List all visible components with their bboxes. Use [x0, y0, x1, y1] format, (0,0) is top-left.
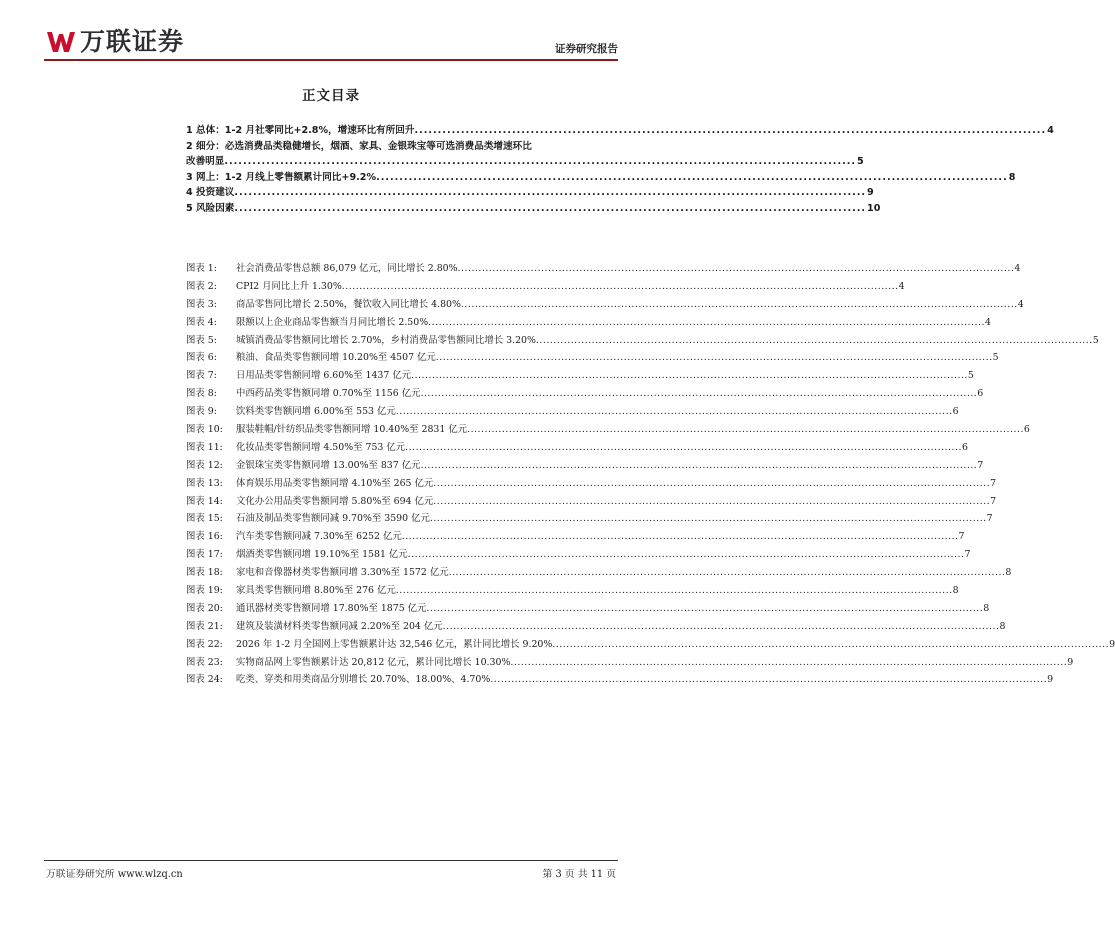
toc-section-page: 9	[867, 187, 874, 198]
toc-figure-text: 商品零售同比增长 2.50%，餐饮收入同比增长 4.80%	[236, 298, 461, 310]
toc-figure-text: 2026 年 1-2 月全国网上零售额累计达 32,546 亿元，累计同比增长 9.20%	[236, 638, 553, 650]
toc-leader-dots: ................................................................................................................................................................	[433, 477, 991, 489]
toc-figure-text: 体育娱乐用品类零售额同增 4.10%至 265 亿元	[236, 477, 434, 489]
toc-figure-page: 6	[977, 388, 984, 400]
toc-figure-page: 4	[898, 280, 905, 292]
toc-figure-page: 8	[999, 620, 1006, 632]
toc-figure-item[interactable]	[186, 439, 968, 457]
toc-leader-dots: ........................................................................................................................................	[414, 125, 1047, 136]
toc-leader-dots: ................................................................................................................................................................	[429, 513, 987, 525]
toc-figure-page: 4	[1014, 262, 1021, 274]
toc-leader-dots: ................................................................................................................................................................	[420, 459, 978, 471]
toc-figure-text: 服装鞋帽/针纺织品类零售额同增 10.40%至 2831 亿元	[236, 424, 468, 435]
toc-figure-item[interactable]	[186, 367, 974, 385]
toc-section-text: 3 网上：1-2 月线上零售额累计同比+9.2%	[186, 171, 377, 183]
toc-figure-page: 9	[1067, 656, 1074, 668]
toc-section-page: 8	[1008, 171, 1016, 183]
toc-figure-page: 5	[1092, 334, 1099, 346]
toc-figure-text: 烟酒类零售额同增 19.10%至 1581 亿元	[236, 549, 408, 561]
toc-figure-label: 图表 10:	[186, 424, 223, 435]
toc-leader-dots: ................................................................................................................................................................	[395, 585, 953, 597]
toc-figure-label: 图表 5:	[186, 334, 217, 346]
toc-figure-item[interactable]	[186, 671, 1054, 689]
toc-section-text-line1: 2 细分：必选消费品类稳健增长，烟酒、家具、金银珠宝等可选消费品类增速环比	[186, 140, 532, 152]
toc-figure-label: 图表 14:	[186, 495, 223, 507]
toc-figure-page: 5	[967, 370, 974, 382]
toc-figure-item[interactable]	[186, 296, 1024, 314]
toc-figure-label: 图表 6:	[186, 352, 217, 364]
toc-leader-dots: ................................................................................................................................................................	[433, 495, 991, 507]
page-header	[0, 0, 662, 62]
footer-institute: 万联证券研究所 www.wlzq.cn	[46, 869, 183, 880]
toc-figure-item[interactable]	[186, 564, 1012, 582]
toc-figure-text: 饮料类零售额同增 6.00%至 553 亿元	[236, 406, 396, 418]
toc-figure-label: 图表 3:	[186, 298, 217, 310]
toc-leader-dots: ................................................................................................................................................................	[341, 280, 899, 292]
toc-title: 正文目录	[302, 88, 360, 104]
toc-figure-page: 8	[1005, 567, 1012, 579]
toc-figure-text: 化妆品类零售额同增 4.50%至 753 亿元	[236, 441, 406, 453]
footer-divider	[44, 860, 618, 861]
toc-section-item[interactable]	[186, 123, 1054, 139]
toc-section-item[interactable]	[186, 139, 864, 170]
toc-figure-label: 图表 23:	[186, 656, 223, 668]
toc-section-text: 改善明显	[186, 156, 225, 167]
toc-figure-page: 9	[1047, 674, 1054, 686]
toc-figure-item[interactable]	[186, 528, 965, 546]
toc-leader-dots: ................................................................................................................................................................	[442, 620, 1000, 632]
toc-section-page: 10	[867, 202, 881, 214]
toc-figure-page: 8	[952, 585, 959, 597]
toc-leader-dots: ........................................................................................................................................	[234, 187, 867, 198]
toc-figure-label: 图表 17:	[186, 549, 223, 561]
toc-figure-page: 5	[992, 352, 999, 364]
toc-figure-text: 社会消费品零售总额 86,079 亿元，同比增长 2.80%	[236, 262, 458, 274]
brand-name: 万联证券	[80, 27, 185, 56]
brand-w-icon	[46, 29, 76, 55]
toc-section-text: 5 风险因素	[186, 202, 235, 214]
toc-leader-dots: ................................................................................................................................................................	[395, 406, 953, 418]
toc-leader-dots: ................................................................................................................................................................	[510, 656, 1068, 668]
toc-figure-label: 图表 11:	[186, 441, 223, 453]
toc-figure-item[interactable]	[186, 278, 905, 296]
toc-leader-dots: ................................................................................................................................................................	[401, 531, 959, 543]
toc-figure-text: 汽车类零售额同减 7.30%至 6252 亿元	[236, 531, 402, 543]
toc-section-text: 4 投资建议	[186, 187, 235, 198]
toc-figure-label: 图表 20:	[186, 602, 223, 614]
toc-figure-text: 吃类、穿类和用类商品分别增长 20.70%、18.00%、4.70%	[236, 674, 491, 686]
toc-leader-dots: ........................................................................................................................................	[376, 171, 1008, 183]
toc-leader-dots: ................................................................................................................................................................	[467, 424, 1024, 435]
toc-figure-label: 图表 18:	[186, 567, 223, 579]
toc-leader-dots: ................................................................................................................................................................	[435, 352, 993, 364]
section-toc-list	[186, 123, 1054, 216]
toc-figure-item[interactable]	[186, 493, 997, 511]
figure-toc-list	[186, 260, 1115, 689]
toc-figure-item[interactable]	[186, 636, 1115, 654]
toc-figure-label: 图表 24:	[186, 674, 223, 686]
footer-page-number: 第 3 页 共 11 页	[542, 869, 616, 880]
toc-figure-item[interactable]	[186, 600, 990, 618]
toc-figure-page: 7	[977, 459, 984, 471]
toc-leader-dots: ........................................................................................................................................	[234, 202, 867, 214]
toc-leader-dots: ................................................................................................................................................................	[407, 549, 965, 561]
toc-figure-text: 限额以上企业商品零售额当月同比增长 2.50%	[236, 316, 429, 328]
toc-figure-label: 图表 21:	[186, 620, 223, 632]
toc-figure-text: 城镇消费品零售额同比增长 2.70%，乡村消费品零售额同比增长 3.20%	[236, 334, 536, 346]
toc-figure-label: 图表 16:	[186, 531, 223, 543]
toc-figure-page: 6	[952, 406, 959, 418]
toc-leader-dots: ................................................................................................................................................................	[448, 567, 1006, 579]
toc-leader-dots: ................................................................................................................................................................	[552, 638, 1110, 650]
toc-figure-page: 4	[984, 316, 991, 328]
toc-figure-item[interactable]	[186, 421, 1030, 439]
toc-figure-item[interactable]	[186, 546, 971, 564]
toc-leader-dots: ................................................................................................................................................................	[490, 674, 1048, 686]
toc-figure-page: 9	[1109, 638, 1115, 650]
toc-section-item[interactable]	[186, 170, 1016, 186]
toc-section-page: 5	[857, 156, 864, 167]
toc-figure-item[interactable]	[186, 457, 984, 475]
toc-figure-text: 家电和音像器材类零售额同增 3.30%至 1572 亿元	[236, 567, 449, 579]
toc-figure-page: 6	[961, 441, 968, 453]
toc-figure-label: 图表 7:	[186, 370, 217, 382]
toc-figure-text: 粮油、食品类零售额同增 10.20%至 4507 亿元	[236, 352, 436, 364]
toc-figure-page: 7	[964, 549, 971, 561]
toc-leader-dots: ................................................................................................................................................................	[420, 388, 978, 400]
toc-figure-text: 建筑及装潢材料类零售额同减 2.20%至 204 亿元	[236, 620, 443, 632]
toc-figure-text: 实物商品网上零售额累计达 20,812 亿元，累计同比增长 10.30%	[236, 656, 511, 668]
toc-figure-item[interactable]	[186, 618, 1006, 636]
toc-figure-text: 石油及制品类零售额同减 9.70%至 3590 亿元	[236, 513, 430, 525]
toc-section-text: 1 总体：1-2 月社零同比+2.8%，增速环比有所回升	[186, 125, 415, 136]
toc-figure-item[interactable]	[186, 510, 993, 528]
toc-leader-dots: ................................................................................................................................................................	[460, 298, 1018, 310]
toc-figure-item[interactable]	[186, 349, 999, 367]
toc-figure-text: 日用品类零售额同增 6.60%至 1437 亿元	[236, 370, 412, 382]
toc-leader-dots: ................................................................................................................................................................	[535, 334, 1093, 346]
toc-section-item[interactable]	[186, 201, 881, 217]
toc-figure-label: 图表 13:	[186, 477, 223, 489]
toc-figure-text: 家具类零售额同增 8.80%至 276 亿元	[236, 585, 396, 597]
toc-figure-label: 图表 22:	[186, 638, 223, 650]
toc-leader-dots: ................................................................................................................................................................	[411, 370, 968, 382]
toc-leader-dots: ........................................................................................................................................	[224, 156, 857, 167]
toc-leader-dots: ................................................................................................................................................................	[405, 441, 962, 453]
toc-figure-item[interactable]	[186, 385, 984, 403]
header-divider	[44, 59, 618, 61]
toc-figure-label: 图表 9:	[186, 406, 217, 418]
toc-leader-dots: ................................................................................................................................................................	[426, 602, 984, 614]
toc-figure-item[interactable]	[186, 260, 1021, 278]
report-type-label: 证券研究报告	[555, 43, 618, 55]
toc-figure-text: 通讯器材类零售额同增 17.80%至 1875 亿元	[236, 602, 427, 614]
toc-leader-dots: ................................................................................................................................................................	[428, 316, 985, 328]
toc-leader-dots: ................................................................................................................................................................	[457, 262, 1015, 274]
toc-figure-label: 图表 15:	[186, 513, 223, 525]
toc-figure-item[interactable]	[186, 332, 1099, 350]
toc-figure-item[interactable]	[186, 314, 991, 332]
toc-figure-page: 7	[990, 495, 997, 507]
toc-section-page: 4	[1047, 125, 1054, 136]
toc-figure-label: 图表 2:	[186, 280, 217, 292]
toc-figure-item[interactable]	[186, 582, 959, 600]
toc-figure-page: 7	[990, 477, 997, 489]
toc-figure-label: 图表 4:	[186, 316, 217, 328]
toc-figure-page: 8	[983, 602, 990, 614]
toc-section-item[interactable]	[186, 185, 874, 201]
toc-figure-item[interactable]	[186, 403, 959, 421]
toc-figure-label: 图表 19:	[186, 585, 223, 597]
toc-figure-text: 金银珠宝类零售额同增 13.00%至 837 亿元	[236, 459, 421, 471]
toc-figure-label: 图表 12:	[186, 459, 223, 471]
toc-figure-page: 7	[958, 531, 965, 543]
toc-figure-page: 6	[1023, 424, 1030, 435]
toc-figure-page: 7	[986, 513, 993, 525]
toc-figure-text: 中西药品类零售额同增 0.70%至 1156 亿元	[236, 388, 421, 400]
brand-logo	[46, 28, 184, 56]
toc-figure-text: CPI2 月同比上升 1.30%	[236, 280, 342, 292]
toc-figure-label: 图表 1:	[186, 262, 217, 274]
toc-figure-text: 文化办公用品类零售额同增 5.80%至 694 亿元	[236, 495, 434, 507]
toc-figure-item[interactable]	[186, 654, 1074, 672]
toc-figure-item[interactable]	[186, 475, 997, 493]
toc-figure-label: 图表 8:	[186, 388, 217, 400]
toc-figure-page: 4	[1017, 298, 1024, 310]
